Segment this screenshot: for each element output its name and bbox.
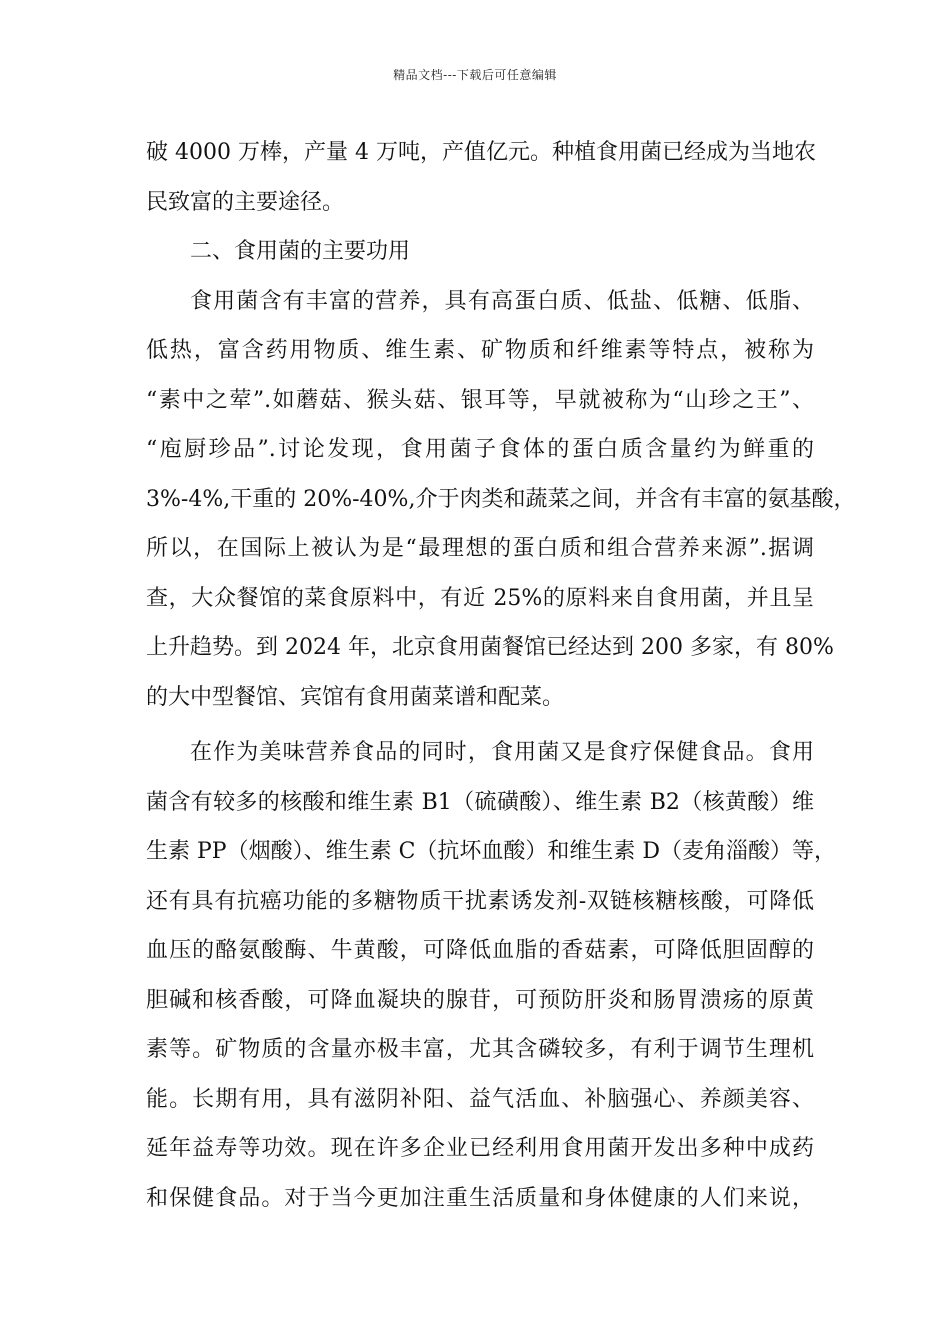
text-line: 素等。矿物质的含量亦极丰富，尤其含磷较多，有利于调节生理机 <box>146 1037 814 1062</box>
text-line: 还有具有抗癌功能的多糖物质干扰素诱发剂-双链核糖核酸，可降低 <box>146 888 814 914</box>
page-header: 精品文档---下载后可任意编辑 <box>393 68 557 82</box>
paragraph <box>146 728 837 1223</box>
paragraph <box>146 128 814 227</box>
text-line: 低热，富含药用物质、维生素、矿物质和纤维素等特点，被称为 <box>146 338 814 363</box>
text-line: 上升趋势。到 2024 年，北京食用菌餐馆已经达到 200 多家，有 80% <box>146 635 834 660</box>
text-line: 查，大众餐馆的菜食原料中，有近 25%的原料来自食用菌，并且呈 <box>146 585 814 611</box>
text-line: 的大中型餐馆、宾馆有食用菌菜谱和配菜。 <box>146 684 565 710</box>
text-line: 破 4000 万棒，产量 4 万吨，产值亿元。种植食用菌已经成为当地农 <box>146 140 816 165</box>
text-line: “素中之荤”.如蘑菇、猴头菇、银耳等，早就被称为“山珍之王”、 <box>146 387 814 413</box>
text-line: 民致富的主要途径。 <box>146 189 345 215</box>
text-line: 3%-4%,干重的 20%-40%,介于肉类和蔬菜之间，并含有丰富的氨基酸， <box>146 486 856 512</box>
document-body <box>146 128 856 1223</box>
section-heading <box>146 227 814 277</box>
text-line: 菌含有较多的核酸和维生素 B1（硫磺酸）、维生素 B2（核黄酸）维 <box>146 789 814 815</box>
text-line: 二、食用菌的主要功用 <box>190 239 411 264</box>
text-line: 所以，在国际上被认为是“最理想的蛋白质和组合营养来源”.据调 <box>146 536 814 561</box>
text-line: 和保健食品。对于当今更加注重生活质量和身体健康的人们来说， <box>146 1185 814 1211</box>
text-line: 胆碱和核香酸，可降血凝块的腺苷，可预防肝炎和肠胃溃疡的原黄 <box>146 987 814 1013</box>
text-line: 在作为美味营养食品的同时，食用菌又是食疗保健食品。食用 <box>190 740 814 765</box>
text-line: 能。长期有用，具有滋阴补阳、益气活血、补脑强心、养颜美容、 <box>146 1086 814 1112</box>
text-line: 食用菌含有丰富的营养，具有高蛋白质、低盐、低糖、低脂、 <box>190 288 814 314</box>
paragraph <box>146 277 856 723</box>
text-line: 延年益寿等功效。现在许多企业已经利用食用菌开发出多种中成药 <box>146 1136 814 1161</box>
text-line: 生素 PP（烟酸）、维生素 C（抗坏血酸）和维生素 D（麦角淄酸）等， <box>146 839 837 864</box>
text-line: 血压的酪氨酸酶、牛黄酸，可降低血脂的香菇素，可降低胆固醇的 <box>146 938 814 963</box>
text-line: “庖厨珍品”.讨论发现，食用菌子食体的蛋白质含量约为鲜重的 <box>146 437 814 462</box>
